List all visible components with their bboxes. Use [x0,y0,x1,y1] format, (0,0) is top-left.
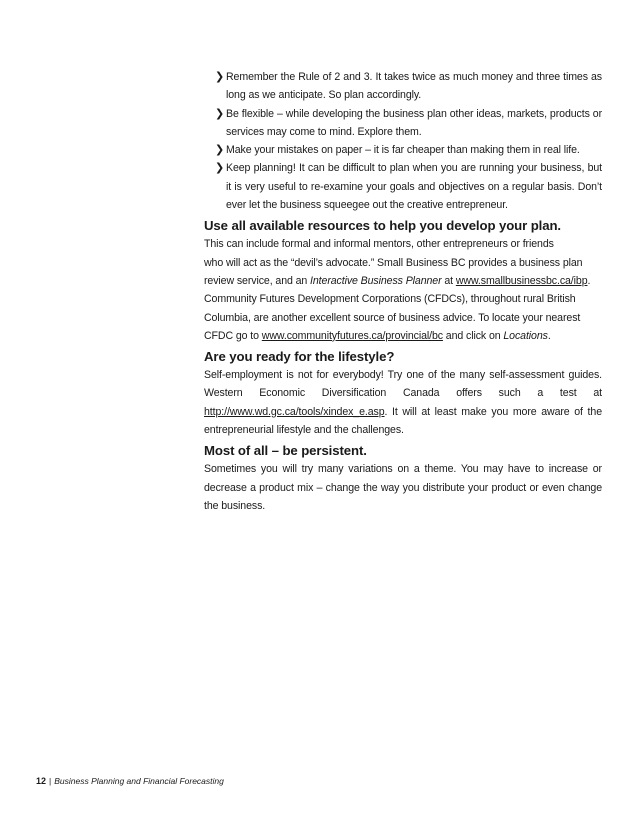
section-heading-resources: Use all available resources to help you develop your plan. [204,218,561,234]
section-heading-persistent: Most of all – be persistent. [204,443,367,459]
resources-paragraph [204,235,602,345]
resources-line: . [587,274,591,287]
page-number: 12 [36,776,47,786]
wd-self-assessment-link[interactable]: http://www.wd.gc.ca/tools/xindex_e.asp [204,405,385,418]
list-item-text: Make your mistakes on paper – it is far cheaper than making them in real life. [226,144,580,157]
list-item [216,159,602,214]
chevron-right-icon: ❯ [215,144,225,157]
resources-line: Community Futures Development Corporations (CFDCs), throughout rural British [204,293,576,306]
resources-line: CFDC go to [204,329,262,342]
resources-line: . [547,329,551,342]
list-item [216,105,602,142]
persistent-paragraph: Sometimes you will try many variations on a theme. You may have to increase or decrease a product mix – change the way you distribute your product or even change the business. [204,463,602,512]
small-business-bc-link[interactable]: www.smallbusinessbc.ca/ibp [455,274,588,287]
resources-line: Columbia, are another excellent source of business advice. To locate your nearest [204,311,581,324]
resources-line: who will act as the “devil’s advocate.” Small Business BC provides a business plan [204,256,583,269]
chevron-right-icon: ❯ [215,107,225,120]
lifestyle-text: Self-employment is not for everybody! Try one of the many self-assessment guides. Western Economic Diversification Canada offers such a test at [204,369,602,400]
resources-line: This can include formal and informal mentors, other entrepreneurs or friends [204,238,554,251]
lifestyle-text: . It will at least make you more aware of the entrepreneurial lifestyle and the challenges. [204,405,602,437]
section-heading-lifestyle: Are you ready for the lifestyle? [204,349,395,365]
resources-line: review service, and an [204,274,311,287]
page-content [204,68,602,515]
list-item-text: Be flexible – while developing the business plan other ideas, markets, products or services may come to mind. Explore them. [226,107,602,138]
list-item-text: Remember the Rule of 2 and 3. It takes twice as much money and three times as long as we anticipate. So plan accordingly. [226,71,602,102]
resources-line: at [441,274,456,287]
chevron-right-icon: ❯ [215,162,225,175]
page-footer [36,775,224,787]
tips-list [216,68,602,214]
lifestyle-paragraph [204,366,602,439]
locations-label: Locations [503,329,548,342]
list-item-text: Keep planning! It can be difficult to plan when you are running your business, but it is very useful to re-examine your goals and objectives on a regular basis. Don’t ever let the business squeegee out the creative entrepreneur. [226,162,602,212]
interactive-business-planner-title: Interactive Business Planner [310,274,442,287]
chevron-right-icon: ❯ [215,71,225,83]
community-futures-link[interactable]: www.communityfutures.ca/provincial/bc [261,329,443,342]
footer-separator: | [49,776,52,786]
list-item [216,141,602,159]
document-title: Business Planning and Financial Forecasting [54,776,224,786]
resources-line: and click on [442,329,504,342]
list-item [216,68,602,105]
